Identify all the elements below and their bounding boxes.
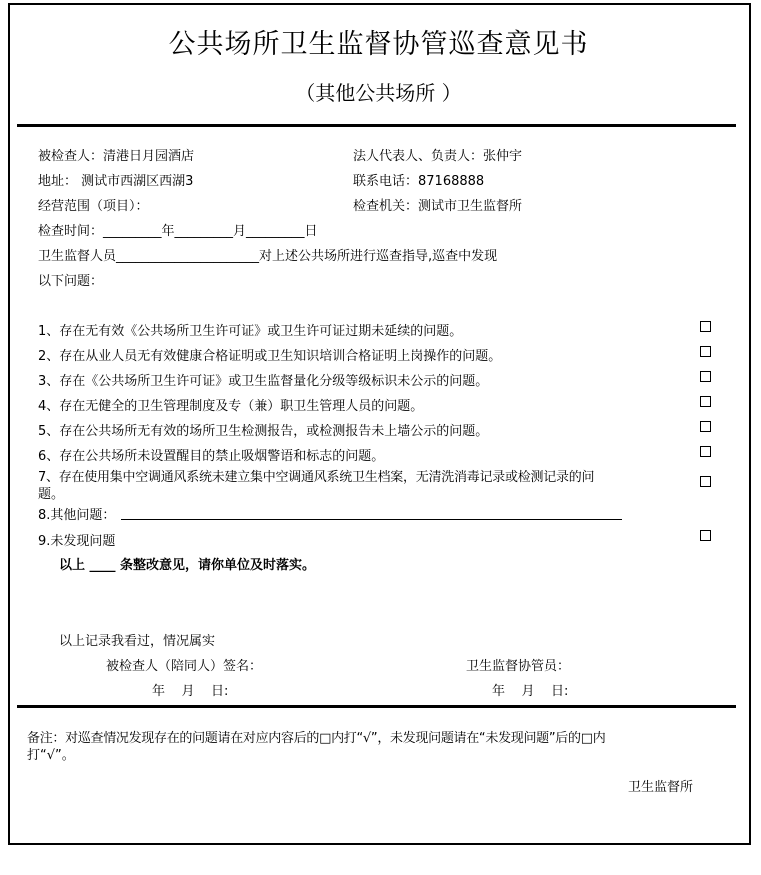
issue-4-checkbox[interactable] [700,396,711,407]
business-scope: 经营范围（项目）： [38,199,149,214]
assistant-signature-label: 卫生监督协管员： [466,659,571,674]
issue-item-2: 2、存在从业人员无有效健康合格证明或卫生知识培训合格证明上岗操作的问题。 [38,349,502,364]
issue-item-7-cont: 题。 [38,487,65,502]
legal-representative: 法人代表人、负责人：张仲宇 [353,149,523,164]
issue-item-1: 1、存在无有效《公共场所卫生许可证》或卫生许可证过期未延续的问题。 [38,324,463,339]
issue-item-3: 3、存在《公共场所卫生许可证》或卫生监督量化分级等级标识未公示的问题。 [38,374,489,389]
inspector-statement: 卫生监督人员______________________对上述公共场所进行巡查指导,巡查中发现 [38,249,498,264]
inspected-signature-label: 被检查人（陪同人）签名： [106,659,263,674]
inspected-party: 被检查人：清港日月园酒店 [38,149,195,164]
issue-item-7: 7、存在使用集中空调通风系统未建立集中空调通风系统卫生档案，无清洗消毒记录或检测记录的问 [38,470,595,485]
inspection-authority: 检查机关：测试市卫生监督所 [353,199,523,214]
remark-note: 备注：对巡查情况发现存在的问题请在对应内容后的□内打“√”，未发现问题请在“未发现问题”后的□内 [27,731,606,746]
inspection-time: 检查时间：_________年_________月_________日 [38,224,318,239]
assistant-date: 年 月 日: [492,684,569,699]
phone: 联系电话：87168888 [353,174,485,189]
issue-2-checkbox[interactable] [700,346,711,357]
address: 地址： 测试市西湖区西湖3 [38,174,194,189]
remark-note-cont: 打“√”。 [27,748,75,763]
inspector-statement-cont: 以下问题： [38,274,104,289]
no-issue-label: 9.未发现问题 [38,534,116,549]
bottom-rule [17,705,736,708]
confirmation-text: 以上记录我看过，情况属实 [59,634,216,649]
issue-1-checkbox[interactable] [700,321,711,332]
issue-item-6: 6、存在公共场所未设置醒目的禁止吸烟警语和标志的问题。 [38,449,385,464]
issue-3-checkbox[interactable] [700,371,711,382]
other-issues-line[interactable] [121,519,622,520]
issue-5-checkbox[interactable] [700,421,711,432]
issue-7-checkbox[interactable] [700,476,711,487]
top-rule [17,124,736,127]
no-issue-checkbox[interactable] [700,530,711,541]
document-title: 公共场所卫生监督协管巡查意见书 [168,29,589,60]
issue-6-checkbox[interactable] [700,446,711,457]
inspected-date: 年 月 日: [152,684,229,699]
issuing-office: 卫生监督所 [628,780,694,795]
document-subtitle: （其他公共场所 ） [295,81,462,105]
issue-item-4: 4、存在无健全的卫生管理制度及专（兼）职卫生管理人员的问题。 [38,399,424,414]
other-issues-label: 8.其他问题： [38,508,116,523]
issue-item-5: 5、存在公共场所无有效的场所卫生检测报告，或检测报告未上墙公示的问题。 [38,424,489,439]
rectification-summary: 以上 ____ 条整改意见，请你单位及时落实。 [59,558,316,573]
